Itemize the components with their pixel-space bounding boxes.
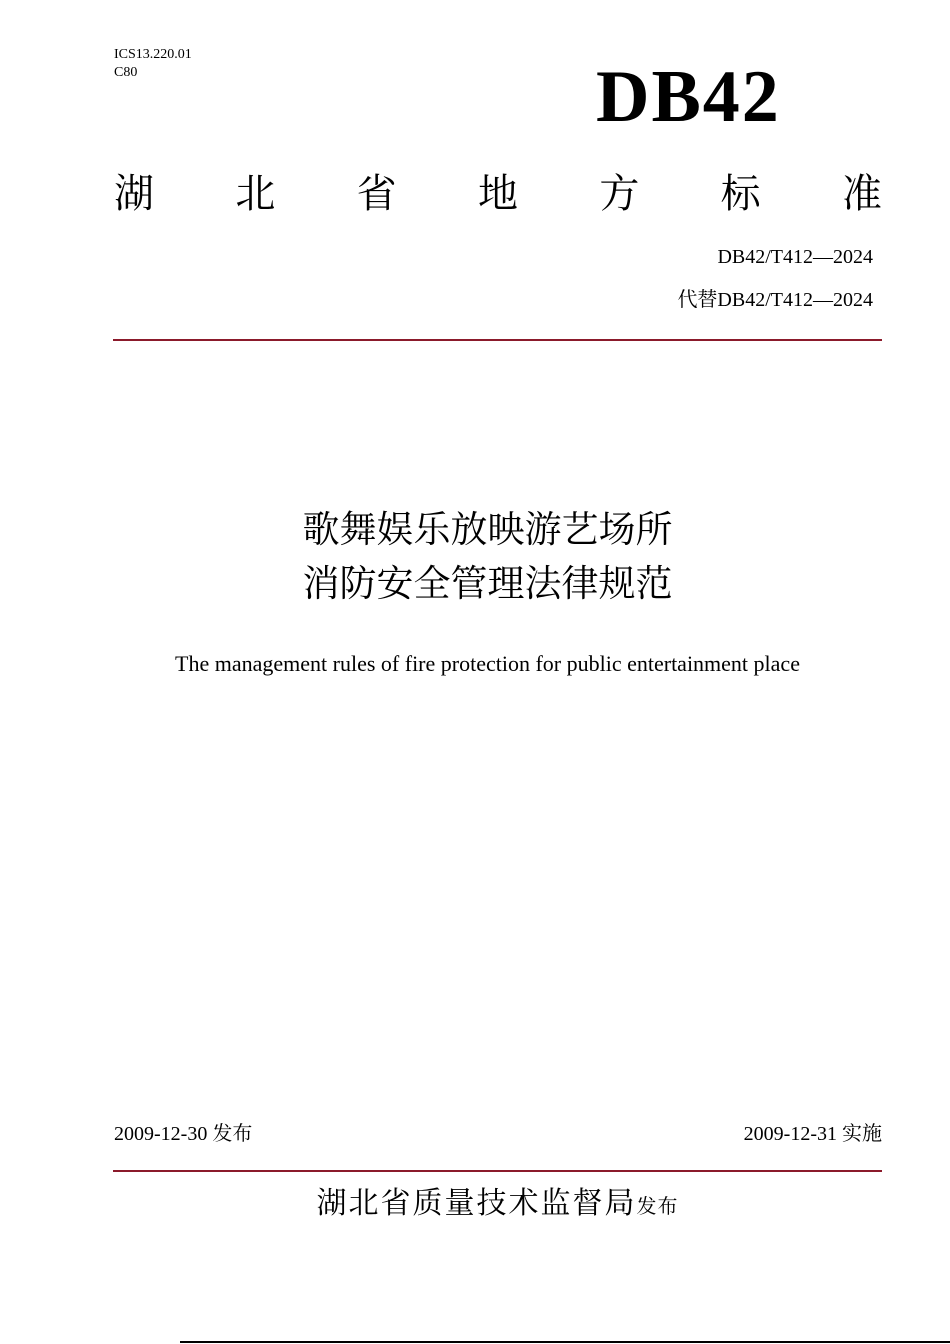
standard-type-char: 准 (841, 171, 882, 217)
issuer-name: 湖北省质量技术监督局 (316, 1186, 637, 1221)
db-code-logo: DB42 (596, 56, 781, 138)
class-code: C80 (114, 65, 138, 80)
standard-type-title (114, 168, 882, 220)
standard-type-char: 地 (477, 171, 518, 217)
standard-type-char: 北 (235, 171, 276, 217)
issuer-suffix: 发布 (636, 1194, 679, 1218)
replaces-standard: 代替DB42/T412—2024 (677, 289, 873, 311)
page-bottom-line (180, 1341, 950, 1343)
issuer (0, 1184, 950, 1226)
classification-codes (114, 46, 192, 82)
standard-type-char: 湖 (114, 171, 154, 217)
document-title-line2: 消防安全管理法律规范 (302, 562, 673, 605)
document-title-line1: 歌舞娱乐放映游艺场所 (302, 508, 673, 551)
standard-type-char: 标 (720, 171, 761, 217)
english-title: The management rules of fire protection for public entertainment place (175, 651, 800, 676)
standard-type-char: 省 (356, 171, 397, 217)
effective-date: 2009-12-31 实施 (743, 1123, 882, 1145)
top-divider (113, 339, 882, 341)
publish-date: 2009-12-30 发布 (114, 1123, 253, 1145)
standard-number: DB42/T412—2024 (717, 246, 873, 268)
standard-type-char: 方 (599, 171, 640, 217)
ics-code: ICS13.220.01 (114, 47, 192, 62)
bottom-divider (113, 1170, 882, 1172)
